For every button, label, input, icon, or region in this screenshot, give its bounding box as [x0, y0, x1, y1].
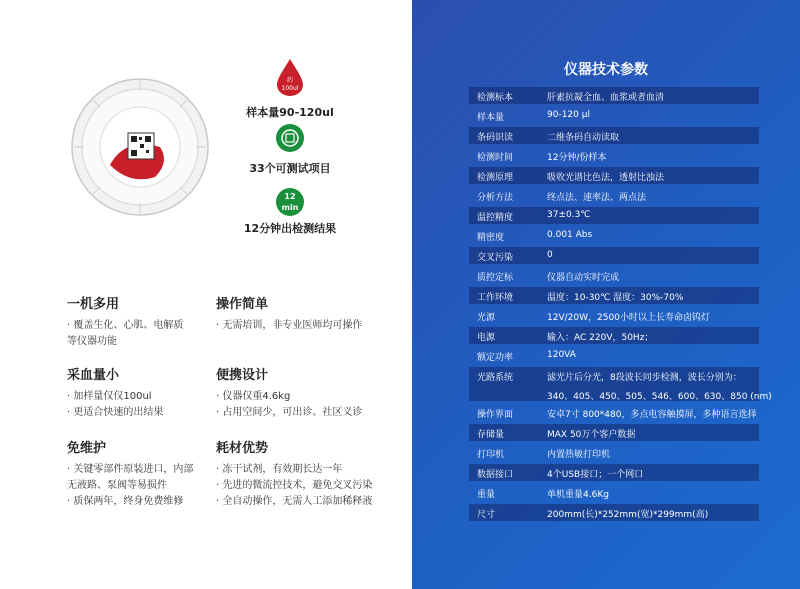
spec-key: 存储量: [477, 430, 505, 440]
spec-row: [469, 227, 759, 244]
section-line: · 冻干试剂，有效期长达一年: [216, 464, 343, 475]
spec-key: 检测原理: [477, 173, 514, 183]
spec-key: 光源: [477, 313, 496, 323]
spec-key: 打印机: [477, 450, 505, 460]
svg-text:100ul: 100ul: [281, 85, 299, 92]
svg-text:约: 约: [286, 77, 294, 84]
spec-value: 吸收光谱比色法，透射比浊法: [547, 173, 665, 183]
spec-key: 精密度: [477, 233, 505, 243]
section-line: 无液路、泵阀等易损件: [67, 480, 167, 491]
spec-key: 操作界面: [477, 410, 514, 420]
clock-icon-unit: min: [281, 203, 299, 212]
spec-row: [469, 484, 759, 501]
spec-row: [469, 267, 759, 284]
spec-value: 0: [547, 250, 553, 260]
spec-row: [469, 247, 759, 264]
spec-key: 工作环境: [477, 293, 514, 303]
spec-value: 12分钟/份样本: [547, 153, 607, 163]
spec-value: MAX 50万个客户数据: [547, 430, 636, 440]
spec-value: 二维条码自动读取: [547, 133, 620, 143]
reagent-disc-image: [70, 77, 210, 217]
section-title: 操作简单: [216, 297, 269, 312]
section-title: 便携设计: [216, 368, 269, 383]
section-line: · 更适合快速的出结果: [67, 407, 164, 418]
section-title: 耗材优势: [216, 441, 269, 456]
spec-key: 电源: [477, 333, 496, 343]
spec-row: [469, 367, 772, 402]
section-line: · 质保两年，终身免费维修: [67, 496, 184, 507]
spec-value: 0.001 Abs: [547, 230, 593, 240]
spec-row: [469, 87, 759, 104]
spec-key: 分析方法: [477, 193, 514, 203]
spec-row: [469, 207, 759, 224]
spec-value: 120VA: [547, 350, 576, 360]
section-line: · 占用空间少，可出诊、社区义诊: [216, 407, 363, 418]
spec-key: 重量: [477, 490, 496, 500]
spec-row: [469, 444, 759, 461]
section-line: · 关键零部件原装进口，内部: [67, 464, 194, 475]
spec-row: [469, 504, 759, 521]
specs-title: 仪器技术参数: [564, 62, 648, 78]
spec-row: [469, 167, 759, 184]
reagent-icon: [276, 124, 304, 152]
blood-drop-icon: [275, 58, 305, 96]
spec-value: 肝素抗凝全血、血浆或者血清: [547, 93, 665, 103]
spec-key: 额定功率: [477, 353, 514, 363]
spec-value: 单机重量4.6Kg: [547, 490, 609, 500]
spec-key: 光路系统: [477, 373, 514, 383]
spec-key: 检测标本: [477, 93, 514, 103]
spec-key: 样本量: [477, 113, 505, 123]
section-line: 等仪器功能: [67, 336, 117, 347]
spec-key: 温控精度: [477, 213, 514, 223]
section-line: · 无需培训，非专业医师均可操作: [216, 320, 363, 331]
spec-value: 4个USB接口；一个网口: [547, 470, 644, 480]
spec-row: [469, 404, 759, 421]
spec-row: [469, 464, 759, 481]
clock-icon: [276, 188, 304, 216]
spec-key: 条码识读: [477, 133, 514, 143]
spec-key: 尺寸: [477, 510, 496, 520]
spec-key: 数据接口: [477, 470, 514, 480]
spec-key: 交叉污染: [477, 253, 514, 263]
spec-value: 200mm(长)*252mm(宽)*299mm(高): [547, 510, 709, 520]
spec-value: 90-120 μl: [547, 110, 590, 120]
spec-row: [469, 347, 759, 364]
feature-text: 33个可测试项目: [249, 162, 331, 175]
spec-value: 12V/20W，2500小时以上长寿命卤钨灯: [547, 313, 710, 323]
feature-test-time: [220, 188, 360, 236]
section-title: 一机多用: [67, 297, 120, 312]
spec-row: [469, 187, 759, 204]
spec-row: [469, 327, 759, 344]
spec-value: 安卓7寸 800*480，多点电容触摸屏，多种语言选择: [547, 410, 757, 420]
clock-icon-number: 12: [284, 192, 296, 201]
spec-row: [469, 147, 759, 164]
section-title: 采血量小: [67, 368, 120, 383]
section-line: · 覆盖生化、心肌、电解质: [67, 320, 184, 331]
feature-text: 12分钟出检测结果: [243, 222, 337, 235]
spec-row: [469, 424, 759, 441]
spec-value-line2: 340、405、450、505、546、600、630、850 (nm): [547, 392, 772, 402]
section-portable: [216, 364, 396, 421]
spec-value: 温度：10-30℃ 湿度：30%-70%: [547, 293, 684, 303]
spec-row: [469, 287, 759, 304]
spec-row: [469, 107, 759, 124]
feature-test-items: [220, 124, 360, 176]
spec-value: 37±0.3℃: [547, 210, 591, 220]
spec-key: 检测时间: [477, 153, 514, 163]
feature-sample-volume: [220, 58, 360, 120]
section-easy-operation: [216, 293, 396, 334]
spec-value: 滤光片后分光，8段波长同步检测，波长分别为：: [547, 373, 742, 383]
section-line: · 仪器仅重4.6kg: [216, 391, 291, 402]
spec-key: 质控定标: [477, 273, 514, 283]
spec-row: [469, 127, 759, 144]
feature-text: 样本量90-120ul: [246, 106, 334, 119]
spec-value: 输入：AC 220V，50Hz；: [547, 333, 654, 343]
section-line: · 先进的微流控技术，避免交叉污染: [216, 480, 373, 491]
section-title: 免维护: [67, 441, 107, 456]
section-consumables: [216, 437, 396, 510]
specs-panel: [412, 0, 800, 589]
spec-value: 终点法、速率法、两点法: [547, 193, 647, 203]
spec-value: 仪器自动实时完成: [547, 273, 620, 283]
section-line: · 全自动操作，无需人工添加稀释液: [216, 496, 373, 507]
section-line: · 加样量仅仅100ul: [67, 391, 152, 402]
spec-value: 内置热敏打印机: [547, 450, 611, 460]
spec-row: [469, 307, 759, 324]
